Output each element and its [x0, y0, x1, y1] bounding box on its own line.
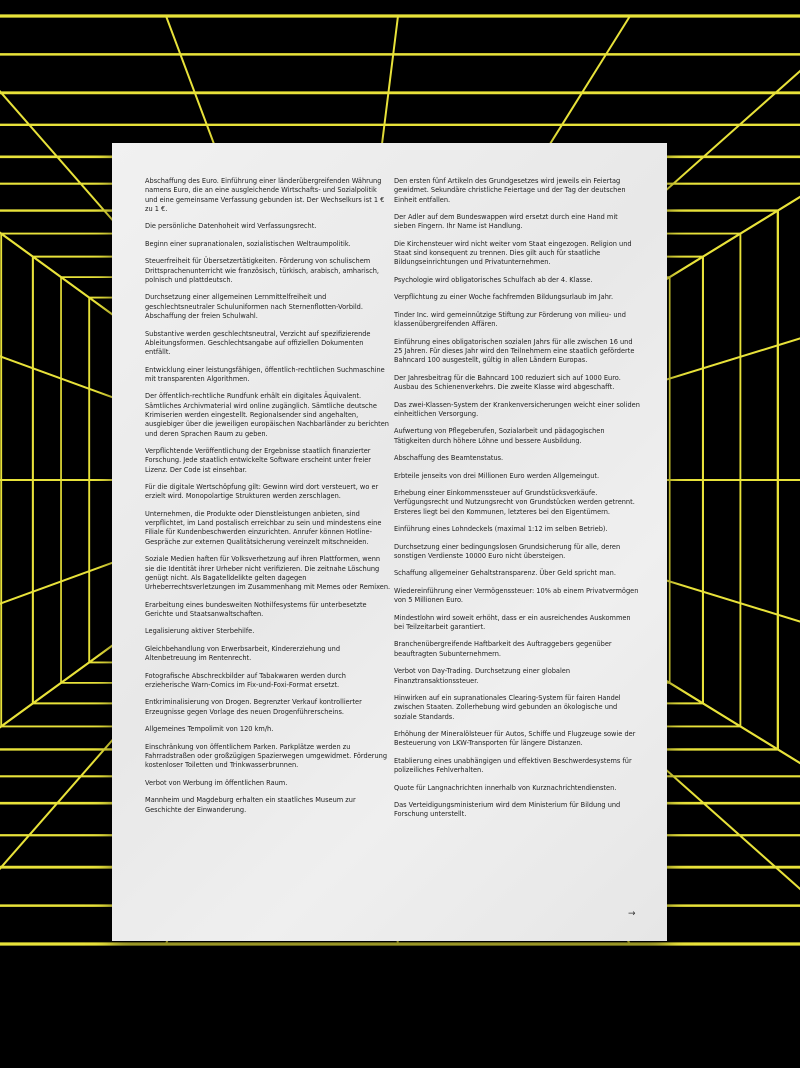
paragraph: Wiedereinführung einer Vermögenssteuer: 10% ab einem Privatvermögen von 5 Millionen Euro.	[394, 586, 639, 605]
paragraph: Steuerfreiheit für Übersetzertätigkeiten. Förderung von schulischem Drittsprachenunterricht wie französisch, türkisch, arabisch, amharisch, polnisch und plattdeutsch.	[145, 257, 380, 284]
right-column	[394, 177, 640, 828]
paragraph: Etablierung eines unabhängigen und effektiven Beschwerdesystems für polizeiliches Fehlverhalten.	[394, 756, 632, 775]
paragraph: Entkriminalisierung von Drogen. Begrenzter Verkauf kontrollierter Erzeugnisse gegen Vorlage des neuen Drogenführerscheins.	[145, 698, 362, 716]
paper-sheet	[112, 143, 667, 941]
paragraph: Der Jahresbeitrag für die Bahncard 100 reduziert sich auf 1000 Euro. Ausbau des Schienenverkehrs. Die zweite Klasse wird abgeschafft.	[394, 373, 621, 392]
paragraph: Psychologie wird obligatorisches Schulfach ab der 4. Klasse.	[394, 275, 593, 284]
paragraph: Das zwei-Klassen-System der Krankenversicherungen weicht einer soliden einheitlichen Versorgung.	[394, 400, 640, 418]
paragraph: Aufwertung von Pflegeberufen, Sozialarbeit und pädagogischen Tätigkeiten durch höhere Löhne und bessere Ausbildung.	[394, 427, 605, 445]
paragraph: Tinder Inc. wird gemeinnützige Stiftung zur Förderung von milieu- und klassenübergreifenden Affären.	[394, 310, 626, 329]
paragraph: Erarbeitung eines bundesweiten Nothilfesystems für unterbesetzte Gerichte und Staatsanwaltschaften.	[145, 600, 367, 618]
paragraph: Verpflichtende Veröffentlichung der Ergebnisse staatlich finanzierter Forschung. Jede staatlich entwickelte Software erscheint unter freier Lizenz. Der Code ist einsehbar.	[145, 447, 372, 474]
paragraph: Die Kirchensteuer wird nicht weiter vom Staat eingezogen. Religion und Staat sind konsequent zu trennen. Dies gilt auch für staatliche Bildungseinrichtungen und Privatunternehmen.	[394, 239, 632, 267]
paragraph: Einführung eines Lohndeckels (maximal 1:12 im selben Betrieb).	[394, 525, 608, 534]
paragraph: Verbot von Day-Trading. Durchsetzung einer globalen Finanztransaktionssteuer.	[394, 667, 571, 685]
paragraph: Branchenübergreifende Haftbarkeit des Auftraggebers gegenüber beauftragten Subunternehmern.	[394, 640, 612, 658]
paragraph: Den ersten fünf Artikeln des Grundgesetzes wird jeweils ein Feiertag gewidmet. Sekundäre christliche Feiertage und der Tag der deutschen Einheit entfallen.	[394, 177, 626, 204]
paragraph: Allgemeines Tempolimit von 120 km/h.	[145, 725, 274, 734]
left-column	[145, 177, 391, 823]
paragraph: Erhöhung der Mineralölsteuer für Autos, Schiffe und Flugzeuge sowie der Besteuerung von LKW-Transporten für längere Distanzen.	[394, 730, 636, 748]
paragraph: Schaffung allgemeiner Gehaltstransparenz. Über Geld spricht man.	[394, 569, 616, 578]
paragraph: Verbot von Werbung im öffentlichen Raum.	[145, 778, 288, 787]
paragraph: Der Adler auf dem Bundeswappen wird ersetzt durch eine Hand mit sieben Fingern. Ihr Name ist Handlung.	[394, 213, 618, 231]
paragraph: Gleichbehandlung von Erwerbsarbeit, Kindererziehung und Altenbetreuung im Rentenrecht.	[145, 644, 341, 663]
paragraph: Das Verteidigungsministerium wird dem Ministerium für Bildung und Forschung unterstellt.	[394, 801, 621, 819]
paragraph: Mindestlohn wird soweit erhöht, dass er ein ausreichendes Auskommen bei Teilzeitarbeit garantiert.	[394, 613, 631, 631]
paragraph: Substantive werden geschlechtsneutral, Verzicht auf spezifizierende Ableitungsformen. Geschlechtsangabe auf offiziellen Dokumenten entfällt.	[145, 329, 371, 357]
paragraph: Legalisierung aktiver Sterbehilfe.	[145, 627, 255, 636]
paragraph: Der öffentlich-rechtliche Rundfunk erhält ein digitales Äquivalent. Sämtliches Archivmaterial wird online zugänglich. Sämtliche deutsche Krimiserien werden eingestellt. Regionalsender sind angehalten, ausgiebiger über die jeweiligen europäischen Nachbarländer zu berichten und deren Sprachen Raum zu geben.	[145, 392, 389, 438]
paragraph: Einführung eines obligatorischen sozialen Jahrs für alle zwischen 16 und 25 Jahren. Für dieses Jahr wird den Teilnehmern eine staatlich geförderte Bahncard 100 ausgestellt, gültig in allen Ländern Europas.	[394, 337, 635, 365]
paragraph: Für die digitale Wertschöpfung gilt: Gewinn wird dort versteuert, wo er erzielt wird. Monopolartige Strukturen werden zerschlagen.	[145, 483, 379, 501]
paragraph: Einschränkung von öffentlichem Parken. Parkplätze werden zu Fahrradstraßen oder großzügigen Spazierwegen umgewidmet. Förderung kostenloser Toiletten und Trinkwasserbrunnen.	[145, 742, 388, 770]
paragraph: Durchsetzung einer bedingungslosen Grundsicherung für alle, deren sonstigen Verdienste 10000 Euro nicht übersteigen.	[394, 542, 621, 560]
paragraph: Die persönliche Datenhoheit wird Verfassungsrecht.	[145, 222, 317, 231]
paragraph: Erbteile jenseits von drei Millionen Euro werden Allgemeingut.	[394, 471, 600, 480]
next-page-arrow-icon: →	[628, 909, 636, 919]
paragraph: Entwicklung einer leistungsfähigen, öffentlich-rechtlichen Suchmaschine mit transparenten Algorithmen.	[145, 365, 385, 383]
paragraph: Beginn einer supranationalen, sozialistischen Weltraumpolitik.	[145, 239, 351, 248]
paragraph: Mannheim und Magdeburg erhalten ein staatliches Museum zur Geschichte der Einwanderung.	[145, 796, 356, 814]
paragraph: Abschaffung des Euro. Einführung einer länderübergreifenden Währung namens Euro, die an eine ausgleichende Wirtschafts- und Sozialpolitik und eine gemeinsame Verfassung gebunden ist. Der Wechselkurs ist 1 € zu 1 €.	[145, 177, 385, 213]
paragraph: Unternehmen, die Produkte oder Dienstleistungen anbieten, sind verpflichtet, im Land postalisch erreichbar zu sein und mindestens eine Filiale für Kundenbeschwerden einzurichten. Anrufer können Hotline-Gespräche zur externen Qualitätsicherung vereinzelt mitschneiden.	[145, 509, 382, 546]
paragraph: Verpflichtung zu einer Woche fachfremden Bildungsurlaub im Jahr.	[394, 293, 614, 302]
paragraph: Abschaffung des Beamtenstatus.	[394, 454, 504, 463]
paragraph: Hinwirken auf ein supranationales Clearing-System für fairen Handel zwischen Staaten. Zollerhebung wird gebunden an ökologische und soziale Standards.	[394, 694, 621, 721]
paragraph: Durchsetzung einer allgemeinen Lernmittelfreiheit und geschlechtsneutraler Schuluniformen nach Sternenflotten-Vorbild. Abschaffung der freien Schulwahl.	[145, 293, 363, 321]
paragraph: Soziale Medien haften für Volksverhetzung auf ihren Plattformen, wenn sie die Identität ihrer Urheber nicht verifizieren. Die zeitnahe Löschung genügt nicht. Als Bagatelldelikte gelten dagegen Urheberrechtsverletzungen im Zusammenhang mit Memes oder Remixen.	[145, 555, 391, 592]
paragraph: Quote für Langnachrichten innerhalb von Kurznachrichtendiensten.	[394, 783, 617, 792]
paragraph: Fotografische Abschreckbilder auf Tabakwaren werden durch erzieherische Warn-Comics im Fix-und-Foxi-Format ersetzt.	[145, 671, 346, 689]
paragraph: Erhebung einer Einkommenssteuer auf Grundstücksverkäufe. Verfügungsrecht und Nutzungsrecht von Grundstücken werden getrennt. Ersteres liegt bei den Kommunen, letzteres bei den Eigentümern.	[394, 489, 635, 516]
